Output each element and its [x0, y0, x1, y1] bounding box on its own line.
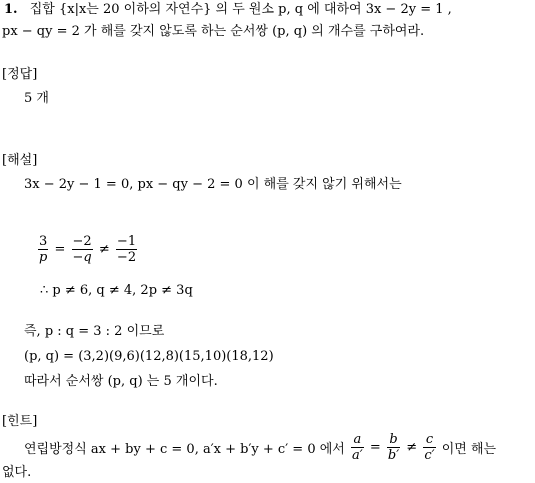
hint-header: [힌트] — [2, 414, 38, 429]
answer-value: 5 개 — [24, 91, 49, 106]
fraction-3-over-p: $\frac{3}{p}$ — [39, 234, 48, 265]
problem-text-2: px − qy = 2 가 해를 갖지 않도록 하는 순서쌍 (p, q) 의 개수를 구하여라. — [2, 24, 425, 39]
fraction-neg2-over-negq: $\frac{-2}{-q}$ — [72, 234, 92, 265]
hint-text-before: 연립방정식 ax + by + c = 0, a′x + b′y + c′ = 0 에서 — [24, 442, 345, 457]
solution-header: [해설] — [2, 153, 38, 168]
solution-fraction-condition: $\frac{3}{p}$ = $\frac{-2}{-q}$ ≠ $\frac{-1}{-2}$ — [39, 234, 137, 265]
problem-text-1: 집합 {x|x는 20 이하의 자연수} 의 두 원소 p, q 에 대하여 3x − 2y = 1 , — [29, 2, 452, 17]
hint-text-after: 이면 해는 — [441, 442, 497, 457]
problem-number: 1. — [4, 2, 18, 17]
hint-text-end: 없다. — [2, 465, 32, 480]
fraction-c-over-cprime: $\frac{c}{c'}$ — [424, 432, 435, 463]
answer-header: [정답] — [2, 67, 38, 82]
fraction-a-over-aprime: $\frac{a}{a'}$ — [351, 432, 363, 463]
solution-conclusion: 따라서 순서쌍 (p, q) 는 5 개이다. — [24, 374, 218, 389]
fraction-neg1-over-neg2: $\frac{-1}{-2}$ — [116, 234, 137, 265]
hint-line: 연립방정식 ax + by + c = 0, a′x + b′y + c′ = 0 에서 $\frac{a}{a'}$ = $\frac{b}{b'}$ ≠ $\frac{c}{c'}$ 이면 해는 — [24, 432, 497, 463]
solution-pairs: (p, q) = (3,2)(9,6)(12,8)(15,10)(18,12) — [24, 349, 274, 364]
problem-line-1 — [4, 2, 452, 18]
fraction-b-over-bprime: $\frac{b}{b'}$ — [387, 432, 400, 463]
solution-ratio: 즉, p : q = 3 : 2 이므로 — [24, 324, 165, 339]
solution-intro: 3x − 2y − 1 = 0, px − qy − 2 = 0 이 해를 갖지 않기 위해서는 — [24, 177, 402, 192]
solution-therefore: ∴ p ≠ 6, q ≠ 4, 2p ≠ 3q — [40, 283, 193, 298]
